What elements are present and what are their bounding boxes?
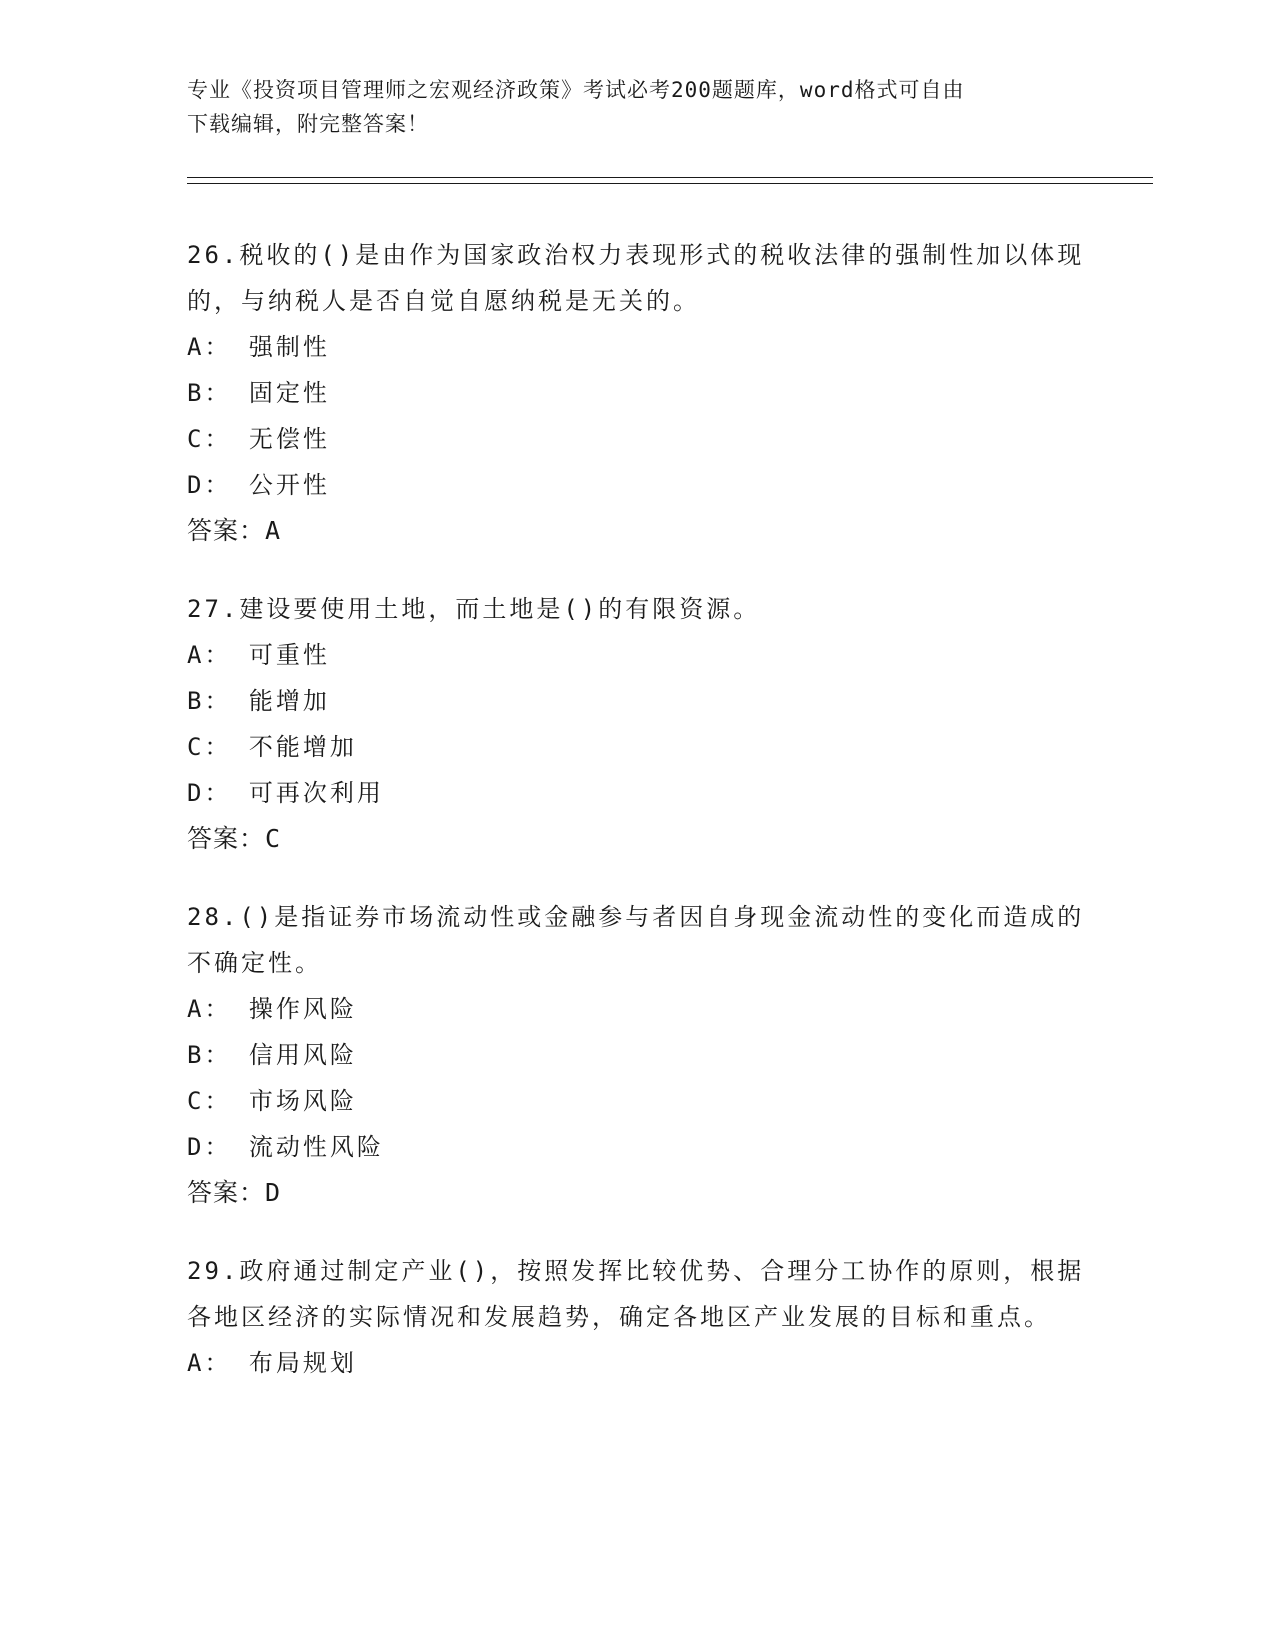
header-divider [187, 177, 1153, 184]
option-c: C： 不能增加 [187, 733, 357, 761]
option-a: A： 布局规划 [187, 1349, 357, 1377]
answer-value: D [265, 1178, 282, 1207]
option-a: A： 可重性 [187, 641, 330, 669]
question-29 [187, 1248, 1087, 1386]
option-a: A： 操作风险 [187, 995, 357, 1023]
answer-line: 答案：A [187, 516, 282, 545]
option-a: A： 强制性 [187, 333, 330, 361]
header-line-2: 下载编辑，附完整答案！ [187, 112, 429, 136]
option-d: D： 公开性 [187, 471, 330, 499]
question-stem: 26.税收的()是由作为国家政治权力表现形式的税收法律的强制性加以体现的，与纳税人是否自觉自愿纳税是无关的。 [187, 241, 1085, 315]
answer-value: C [265, 824, 282, 853]
question-stem: 28.()是指证券市场流动性或金融参与者因自身现金流动性的变化而造成的不确定性。 [187, 903, 1085, 977]
option-c: C： 无偿性 [187, 425, 330, 453]
document-header [187, 73, 1067, 141]
question-stem: 27.建设要使用土地，而土地是()的有限资源。 [187, 595, 761, 623]
header-line-1: 专业《投资项目管理师之宏观经济政策》考试必考200题题库，word格式可自由 [187, 78, 965, 102]
answer-value: A [265, 516, 282, 545]
option-d: D： 可再次利用 [187, 779, 384, 807]
option-b: B： 信用风险 [187, 1041, 357, 1069]
question-26 [187, 232, 1087, 554]
question-stem: 29.政府通过制定产业()，按照发挥比较优势、合理分工协作的原则，根据各地区经济的实际情况和发展趋势，确定各地区产业发展的目标和重点。 [187, 1257, 1085, 1331]
answer-line: 答案：D [187, 1178, 282, 1207]
question-list [187, 232, 1087, 1418]
question-28 [187, 894, 1087, 1216]
option-b: B： 能增加 [187, 687, 330, 715]
question-27 [187, 586, 1087, 862]
option-b: B： 固定性 [187, 379, 330, 407]
answer-line: 答案：C [187, 824, 282, 853]
option-c: C： 市场风险 [187, 1087, 357, 1115]
option-d: D： 流动性风险 [187, 1133, 384, 1161]
